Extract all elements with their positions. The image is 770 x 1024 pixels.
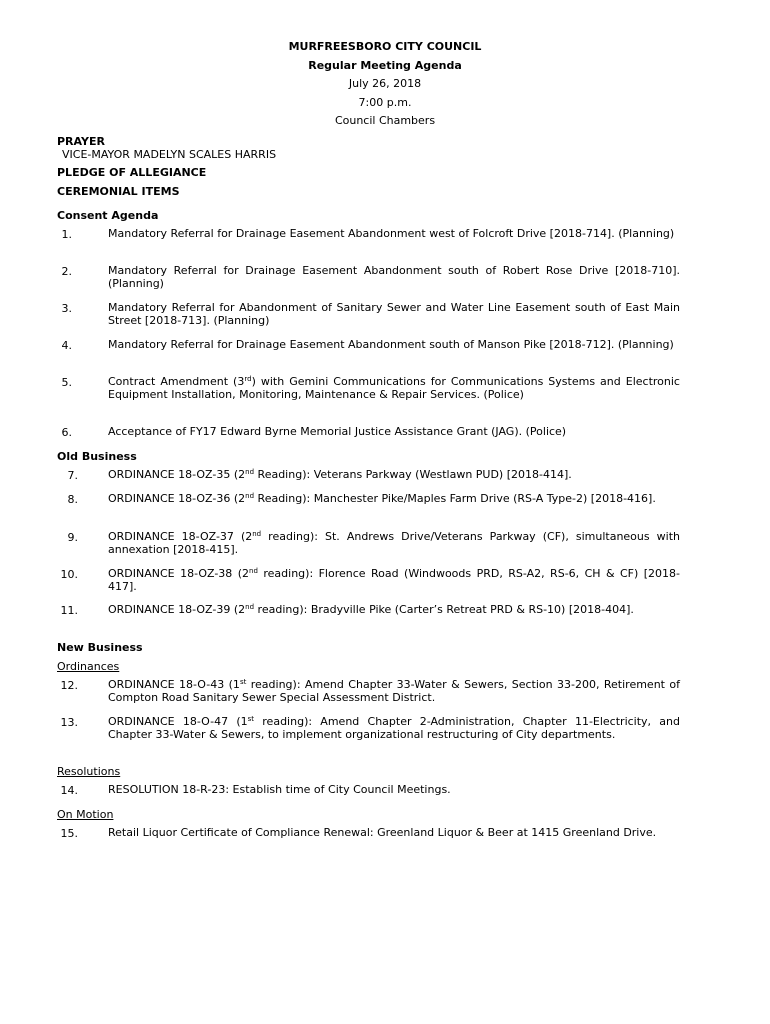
agenda-item-text: Mandatory Referral for Drainage Easement Abandonment south of Robert Rose Drive [2018-710]. (Planning)	[108, 264, 680, 290]
item-number: 11.	[60, 604, 78, 617]
resolutions-heading: Resolutions	[57, 765, 121, 778]
item-number: 8.	[67, 493, 78, 506]
ordinances-heading: Ordinances	[57, 660, 120, 673]
council-name: MURFREESBORO CITY COUNCIL	[288, 40, 482, 53]
item-number: 2.	[61, 265, 72, 278]
item-number: 14.	[60, 784, 78, 797]
prayer-heading: PRAYER	[57, 135, 105, 148]
item-number: 3.	[61, 302, 72, 315]
old-business-heading: Old Business	[57, 450, 137, 463]
item-number: 1.	[61, 228, 72, 241]
new-business-heading: New Business	[57, 641, 143, 654]
prayer-leader: VICE-MAYOR MADELYN SCALES HARRIS	[62, 148, 277, 161]
agenda-item-text: Mandatory Referral for Abandonment of Sanitary Sewer and Water Line Easement south of East Main Street [2018-713]. (Planning)	[108, 301, 680, 327]
meeting-time: 7:00 p.m.	[358, 95, 412, 109]
item-number: 4.	[61, 339, 72, 352]
agenda-item-text: ORDINANCE 18-OZ-35 (2nd Reading): Veterans Parkway (Westlawn PUD) [2018-414].	[108, 468, 572, 481]
item-number: 9.	[67, 531, 78, 544]
consent-agenda-heading: Consent Agenda	[57, 209, 159, 222]
item-number: 10.	[60, 568, 78, 581]
item-number: 12.	[60, 679, 78, 692]
agenda-item-text: ORDINANCE 18-OZ-39 (2nd reading): Bradyville Pike (Carter’s Retreat PRD & RS-10) [2018-404].	[108, 603, 634, 616]
meeting-type: Regular Meeting Agenda	[308, 58, 462, 72]
agenda-item-text: Contract Amendment (3rd) with Gemini Communications for Communications Systems and Electronic Equipment Installation, Monitoring, Maintenance & Repair Services. (Police)	[108, 375, 680, 401]
agenda-item-text: RESOLUTION 18-R-23: Establish time of City Council Meetings.	[108, 783, 451, 796]
agenda-item-text: Mandatory Referral for Drainage Easement Abandonment south of Manson Pike [2018-712]. (Planning)	[108, 338, 674, 351]
item-number: 6.	[61, 426, 72, 439]
ceremonial-heading: CEREMONIAL ITEMS	[57, 185, 180, 198]
agenda-item-text: ORDINANCE 18-O-47 (1st reading): Amend Chapter 2-Administration, Chapter 11-Electricity, and Chapter 33-Water & Sewers, to implement organizational restructuring of City departments.	[108, 715, 680, 741]
item-number: 15.	[60, 827, 78, 840]
meeting-date: July 26, 2018	[348, 77, 422, 90]
item-number: 13.	[60, 716, 78, 729]
pledge-heading: PLEDGE OF ALLEGIANCE	[57, 166, 207, 179]
on-motion-heading: On Motion	[57, 808, 114, 821]
item-number: 7.	[67, 469, 78, 482]
agenda-item-text: Acceptance of FY17 Edward Byrne Memorial Justice Assistance Grant (JAG). (Police)	[108, 425, 567, 438]
agenda-item-text: ORDINANCE 18-O-43 (1st reading): Amend Chapter 33-Water & Sewers, Section 33-200, Retirement of Compton Road Sanitary Sewer Special Assessment District.	[108, 678, 680, 704]
meeting-location: Council Chambers	[334, 114, 436, 127]
item-number: 5.	[61, 376, 72, 389]
agenda-item-text: ORDINANCE 18-OZ-37 (2nd reading): St. Andrews Drive/Veterans Parkway (CF), simultaneous with annexation [2018-415].	[108, 530, 680, 556]
agenda-item-text: ORDINANCE 18-OZ-38 (2nd reading): Florence Road (Windwoods PRD, RS-A2, RS-6, CH & CF) [2018-417].	[108, 567, 680, 593]
agenda-header	[0, 38, 770, 131]
agenda-item-text: Mandatory Referral for Drainage Easement Abandonment west of Folcroft Drive [2018-714]. (Planning)	[108, 227, 675, 240]
agenda-item-text: Retail Liquor Certificate of Compliance Renewal: Greenland Liquor & Beer at 1415 Greenland Drive.	[108, 826, 657, 839]
agenda-item-text: ORDINANCE 18-OZ-36 (2nd Reading): Manchester Pike/Maples Farm Drive (RS-A Type-2) [2018-416].	[108, 492, 656, 505]
